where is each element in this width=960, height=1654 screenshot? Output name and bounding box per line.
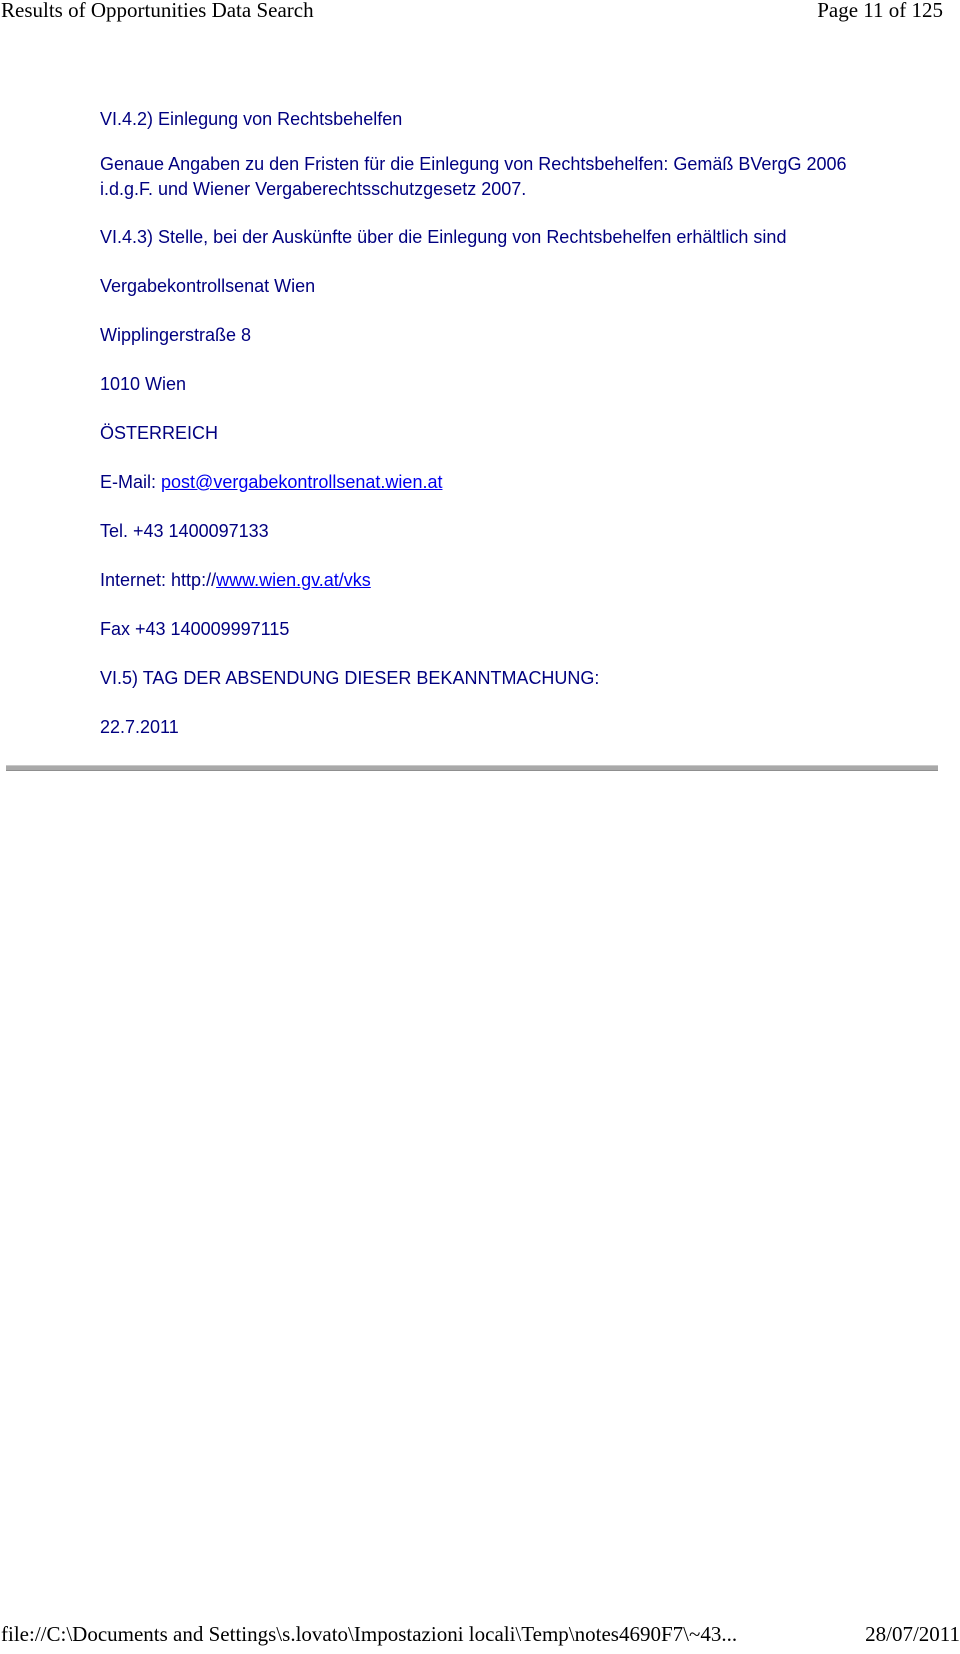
section-title: TAG DER ABSENDUNG DIESER BEKANNTMACHUNG: xyxy=(142,668,600,688)
file-path: file://C:\Documents and Settings\s.lovato\Impostazioni locali\Temp\notes4690F7\~43... xyxy=(1,1622,738,1646)
section-heading-vi-4-3 xyxy=(100,225,786,250)
email-row xyxy=(100,470,442,495)
internet-row xyxy=(100,568,371,593)
internet-label: Internet: http:// xyxy=(100,570,217,590)
section-heading-vi-4-2 xyxy=(100,107,402,132)
section-title: Einlegung von Rechtsbehelfen xyxy=(158,109,403,129)
section-title: Stelle, bei der Auskünfte über die Einlegung von Rechtsbehelfen erhältlich sind xyxy=(158,227,787,247)
appeal-deadlines-line-2: i.d.g.F. und Wiener Vergaberechtsschutzgesetz 2007. xyxy=(100,179,527,199)
appeal-deadlines-line-1: Genaue Angaben zu den Fristen für die Einlegung von Rechtsbehelfen: Gemäß BVergG 2006 xyxy=(100,154,847,174)
fax: Fax +43 140009997115 xyxy=(100,619,290,639)
section-number: VI.4.3) xyxy=(100,227,154,247)
horizontal-rule xyxy=(6,765,938,771)
print-date: 28/07/2011 xyxy=(865,1622,960,1646)
internet-link[interactable]: www.wien.gv.at/vks xyxy=(216,570,371,590)
page-number: Page 11 of 125 xyxy=(817,0,943,22)
document-title: Results of Opportunities Data Search xyxy=(1,0,314,22)
organisation-name: Vergabekontrollsenat Wien xyxy=(100,276,316,296)
dispatch-date: 22.7.2011 xyxy=(100,717,179,737)
country: ÖSTERREICH xyxy=(100,423,219,443)
print-header xyxy=(0,0,960,26)
section-heading-vi-5 xyxy=(100,666,599,691)
email-label: E-Mail: xyxy=(100,472,157,492)
section-number: VI.5) xyxy=(100,668,139,688)
section-number: VI.4.2) xyxy=(100,109,154,129)
print-footer xyxy=(0,1622,960,1652)
street-address: Wipplingerstraße 8 xyxy=(100,325,252,345)
email-link[interactable]: post@vergabekontrollsenat.wien.at xyxy=(161,472,443,492)
telephone: Tel. +43 1400097133 xyxy=(100,521,269,541)
postal-city: 1010 Wien xyxy=(100,374,187,394)
